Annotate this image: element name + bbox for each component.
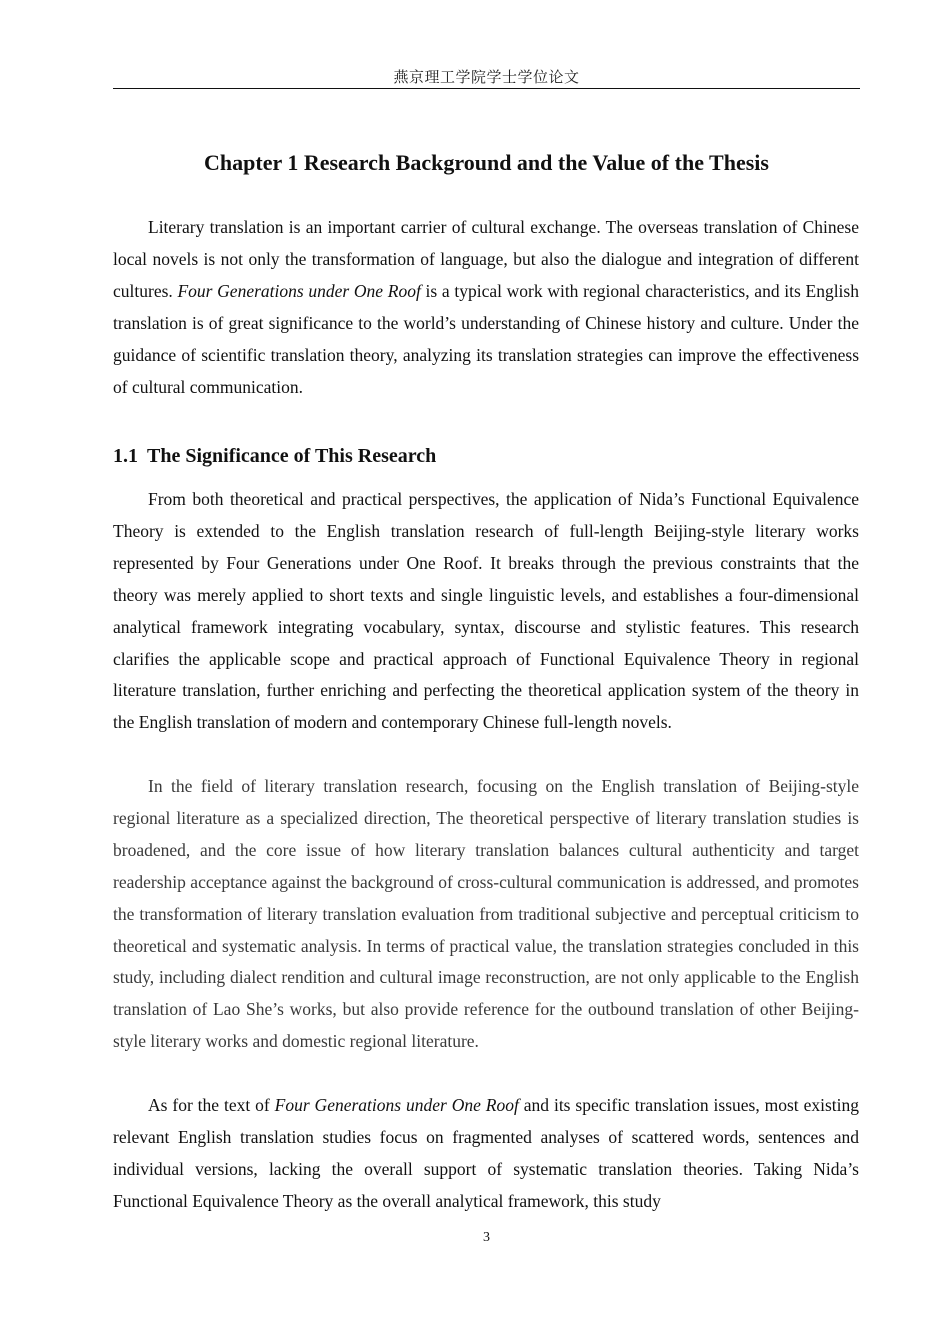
intro-book-title: Four Generations under One Roof: [177, 280, 421, 301]
body-paragraph-1: From both theoretical and practical perspectives, the application of Nida’s Functional Equivalence Theory is extended to the English translation research of full-length Beijing-style literary works represented by Four Generations under One Roof. It breaks through the previous constraints that the theory was merely applied to short texts and single linguistic levels, and establishes a four-dimensional analytical framework integrating vocabulary, syntax, discourse and stylistic features. This research clarifies the applicable scope and practical approach of Functional Equivalence Theory in regional literature translation, further enriching and perfecting the theoretical application system of the theory in the English translation of modern and contemporary Chinese full-length novels.: [113, 489, 859, 733]
intro-paragraph: [113, 212, 859, 403]
header-divider: [113, 88, 860, 89]
section-heading: [113, 442, 436, 470]
section-title: The Significance of This Research: [147, 445, 437, 467]
body-paragraph-2: In the field of literary translation research, focusing on the English translation of Beijing-style regional literature as a specialized direction, The theoretical perspective of literary translation studies is broadened, and the core issue of how literary translation balances cultural authenticity and target readership acceptance against the background of cross-cultural communication is addressed, and promotes the transformation of literary translation evaluation from traditional subjective and perceptual criticism to theoretical and systematic analysis. In terms of practical value, the translation strategies concluded in this study, including dialect rendition and cultural image reconstruction, are not only applicable to the English translation of Lao She’s works, but also provide reference for the outbound translation of other Beijing-style literary works and domestic regional literature.: [113, 776, 859, 1052]
p3-text-1: As for the text of: [148, 1095, 275, 1115]
chapter-title: Chapter 1 Research Background and the Value of the Thesis: [204, 150, 769, 175]
p3-text-2: and its specific translation issues, most existing relevant English translation studies focus on fragmented analyses of scattered words, sentences and individual versions, lacking the overall support of systematic translation theories. Taking Nida’s Functional Equivalence Theory as the overall analytical framework, this study: [113, 1095, 859, 1211]
section-number: 1.1: [113, 445, 138, 467]
body-paragraph-3: [113, 1090, 859, 1218]
p3-book-title: Four Generations under One Roof: [274, 1095, 519, 1115]
intro-text-2: is a typical work with regional characteristics, and its English translation is of great significance to the world’s understanding of Chinese history and culture. Under the guidance of scientific translation theory, analyzing its translation strategies can improve the effectiveness of cultural communication.: [113, 280, 859, 397]
running-header: 燕京理工学院学士学位论文: [393, 68, 580, 86]
intro-text-1: Literary translation is an important carrier of cultural exchange. The overseas translation of Chinese local novels is not only the transformation of language, but also the dialogue and integration of different cultures.: [113, 217, 859, 301]
page-number: 3: [483, 1230, 490, 1245]
